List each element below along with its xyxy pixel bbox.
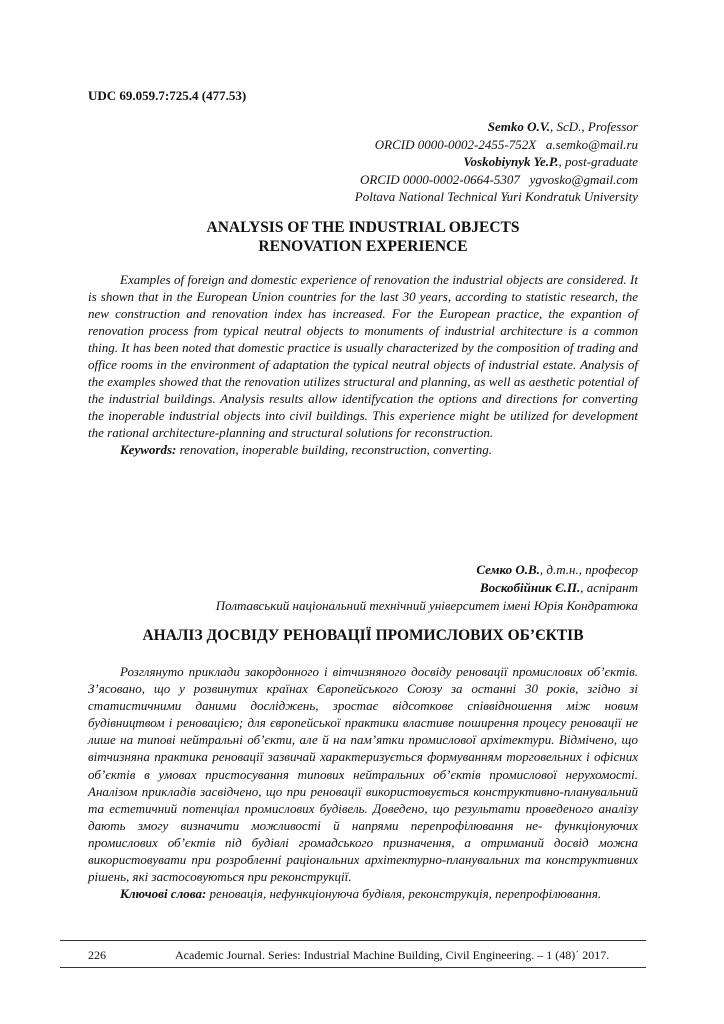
keywords-en-label: Keywords: bbox=[120, 442, 177, 457]
author-1-orcid: ORCID 0000-0002-2455-752X a.semko@mail.ru bbox=[374, 136, 638, 152]
paper-title-en bbox=[88, 218, 638, 256]
author-2-name: Voskobiynyk Ye.P. bbox=[463, 154, 559, 169]
page-number: 226 bbox=[88, 948, 106, 962]
abstract-en bbox=[88, 271, 638, 458]
keywords-en bbox=[88, 441, 638, 458]
keywords-ua-text: реновація, нефункціонуюча будівля, реконструкція, перепрофілювання. bbox=[206, 886, 602, 902]
keywords-ua-label: Ключові слова: bbox=[120, 886, 207, 902]
author-ua-1 bbox=[216, 561, 638, 579]
keywords-ua bbox=[88, 885, 638, 902]
author-ua-2 bbox=[216, 579, 638, 597]
footer-bottom-rule bbox=[60, 967, 646, 968]
journal-citation: Academic Journal. Series: Industrial Machine Building, Civil Engineering. – 1 (48)΄ 2017. bbox=[175, 948, 610, 962]
author-ua-1-name: Семко О.В. bbox=[476, 562, 540, 577]
affiliation-ua: Полтавський національний технічний університет імені Юрія Кондратюка bbox=[215, 598, 638, 613]
author-2-orcid: ORCID 0000-0002-0664-5307 ygvosko@gmail.com bbox=[359, 171, 638, 187]
affiliation-en: Poltava National Technical Yuri Kondratuk University bbox=[354, 189, 638, 204]
footer-top-rule bbox=[60, 940, 646, 941]
keywords-en-text: renovation, inoperable building, reconstruction, converting. bbox=[176, 442, 493, 457]
udc-code: UDC 69.059.7:725.4 (477.53) bbox=[88, 88, 247, 103]
authors-en bbox=[355, 118, 638, 206]
abstract-ua-text: Розглянуто приклади закордонного і вітчизняного досвіду реновації промислових об’єктів. З’ясовано, що у розвинутих країнах Європейського Союзу за останні 30 років, згідно зі статистичними даними досліджень, зростає відсоткове співвідношення між новим будівництвом і реновацією; для європейської практики властиве поширення процесу реновації не лише на типові нейтральні об’єкти, але й на пам’ятки промислової архітектури. Відмічено, що вітчизняна практика реновації зазвичай характеризується формуванням торговельних і офісних об’єктів в умовах пристосування типових нейтральних об’єктів промислової нерухомості. Аналізом прикладів засвідчено, що при реновації використовується конструктивно-планувальний та естетичний потенціал промислових будівель. Доведено, що результати проведеного аналізу дають змогу визначити можливості й напрями перепрофілювання не- функціонуючих промислових об’єктів під будівлі громадського призначення, а отриманий досвід можна використовувати при розробленні раціональних архітектурно-планувальних та конструктивних рішень, які застосовуються при реконструкції. bbox=[88, 664, 638, 885]
title-line-2: RENOVATION EXPERIENCE bbox=[258, 238, 468, 255]
author-2-title: , post-graduate bbox=[558, 154, 638, 169]
authors-ua bbox=[216, 561, 638, 615]
author-2 bbox=[355, 153, 638, 171]
author-ua-1-title: , д.т.н., професор bbox=[539, 562, 638, 577]
author-1-title: , ScD., Professor bbox=[550, 119, 638, 134]
author-1-name: Semko O.V. bbox=[487, 119, 550, 134]
author-ua-2-title: , аспірант bbox=[580, 580, 638, 595]
author-ua-2-name: Воскобійник Є.П. bbox=[479, 580, 581, 595]
abstract-ua bbox=[88, 663, 638, 902]
abstract-en-text: Examples of foreign and domestic experience of renovation the industrial objects are considered. It is shown that in the European Union countries for the last 30 years, according to statistic research, the new construction and renovation index has increased. For the European practice, the expantion of renovation process from typical neutral objects to monuments of industrial architecture is a common thing. It has been noted that domestic practice is usually characterized by the composition of trading and office rooms in the environment of adaptation the typical neutral objects of industrial estate. Analysis of the examples showed that the renovation utilizes structural and planning, as well as aesthetic potential of the industrial buildings. Analysis results allow identifycation the options and directions for converting the inoperable industrial objects into civil buildings. This experience might be utilized for development the rational architecture-planning and structural solutions for reconstruction. bbox=[88, 272, 638, 440]
title-line-1: ANALYSIS OF THE INDUSTRIAL OBJECTS bbox=[206, 219, 520, 236]
author-1 bbox=[355, 118, 638, 136]
paper-title-ua: АНАЛІЗ ДОСВІДУ РЕНОВАЦІЇ ПРОМИСЛОВИХ ОБ’ЄКТІВ bbox=[142, 627, 584, 644]
